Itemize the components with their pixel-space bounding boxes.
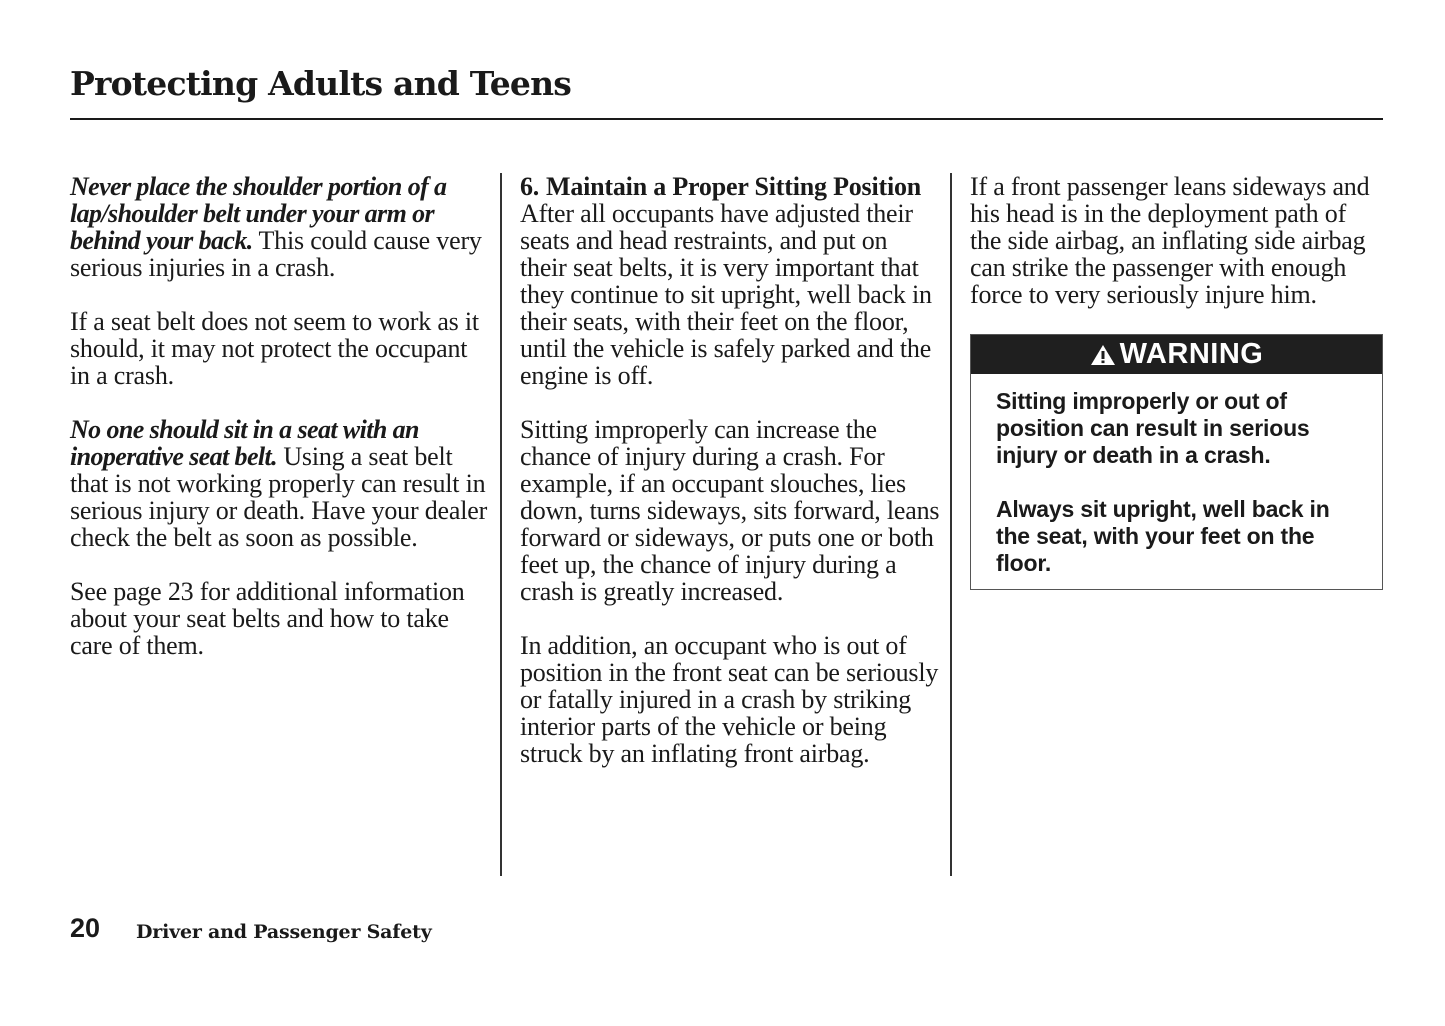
paragraph-shoulder-belt [70, 173, 488, 281]
warning-header [971, 335, 1382, 374]
column-left [70, 173, 488, 686]
paragraph-out-of-position: In addition, an occupant who is out of position in the front seat can be seriously or fatally injured in a crash by striking interior parts of the vehicle or being struck by an inflating front airbag. [520, 631, 939, 768]
column-middle [520, 173, 940, 794]
paragraph-sit-upright: After all occupants have adjusted their seats and head restraints, and put on their seat belts, it is very important that they continue to sit upright, well back in their seats, with their feet on the floor, until the vehicle is safely parked and the engine is off. [520, 199, 932, 390]
paragraph-sitting-improperly: Sitting improperly can increase the chance of injury during a crash. For example, if an occupant slouches, lies down, turns sideways, sits forward, leans forward or sideways, or puts one or both feet up, the chance of injury during a crash is greatly increased. [520, 415, 940, 606]
paragraph-belt-not-working: If a seat belt does not seem to work as it should, it may not protect the occupant in a crash. [70, 307, 479, 390]
paragraph-inoperative-belt [70, 416, 488, 551]
warning-box [970, 334, 1383, 590]
section-number: 6. [520, 172, 540, 201]
warning-text-serious-injury: Sitting improperly or out of position can result in serious injury or death in a crash. [996, 388, 1310, 468]
footer-section-name: Driver and Passenger Safety [136, 921, 432, 943]
emphasis-inoperative-belt: No one should sit in a seat with an inoperative seat belt. [70, 415, 419, 471]
column-divider [950, 173, 952, 876]
page-title: Protecting Adults and Teens [70, 64, 572, 103]
title-rule [70, 118, 1383, 120]
section-heading-text: Maintain a Proper Sitting Position [546, 172, 922, 201]
warning-triangle-icon [1090, 344, 1116, 366]
paragraph-text: Using a seat belt that is not working properly can result in serious injury or death. Have your dealer check the belt as soon as possible. [70, 442, 488, 552]
column-right [970, 173, 1383, 590]
warning-text-sit-upright: Always sit upright, well back in the seat, with your feet on the floor. [996, 496, 1330, 576]
warning-body [971, 374, 1382, 589]
paragraph-see-page: See page 23 for additional information about your seat belts and how to take care of them. [70, 577, 465, 660]
emphasis-shoulder-belt: Never place the shoulder portion of a lap/shoulder belt under your arm or behind your back. [70, 172, 447, 255]
paragraph-text: This could cause very serious injuries in a crash. [70, 226, 482, 282]
section-heading [520, 173, 940, 200]
page-number: 20 [70, 913, 101, 943]
column-divider [500, 173, 502, 876]
warning-label: WARNING [1119, 338, 1264, 370]
paragraph-side-airbag: If a front passenger leans sideways and his head is in the deployment path of the side airbag, an inflating side airbag can strike the passenger with enough force to very seriously injure him. [970, 172, 1370, 309]
